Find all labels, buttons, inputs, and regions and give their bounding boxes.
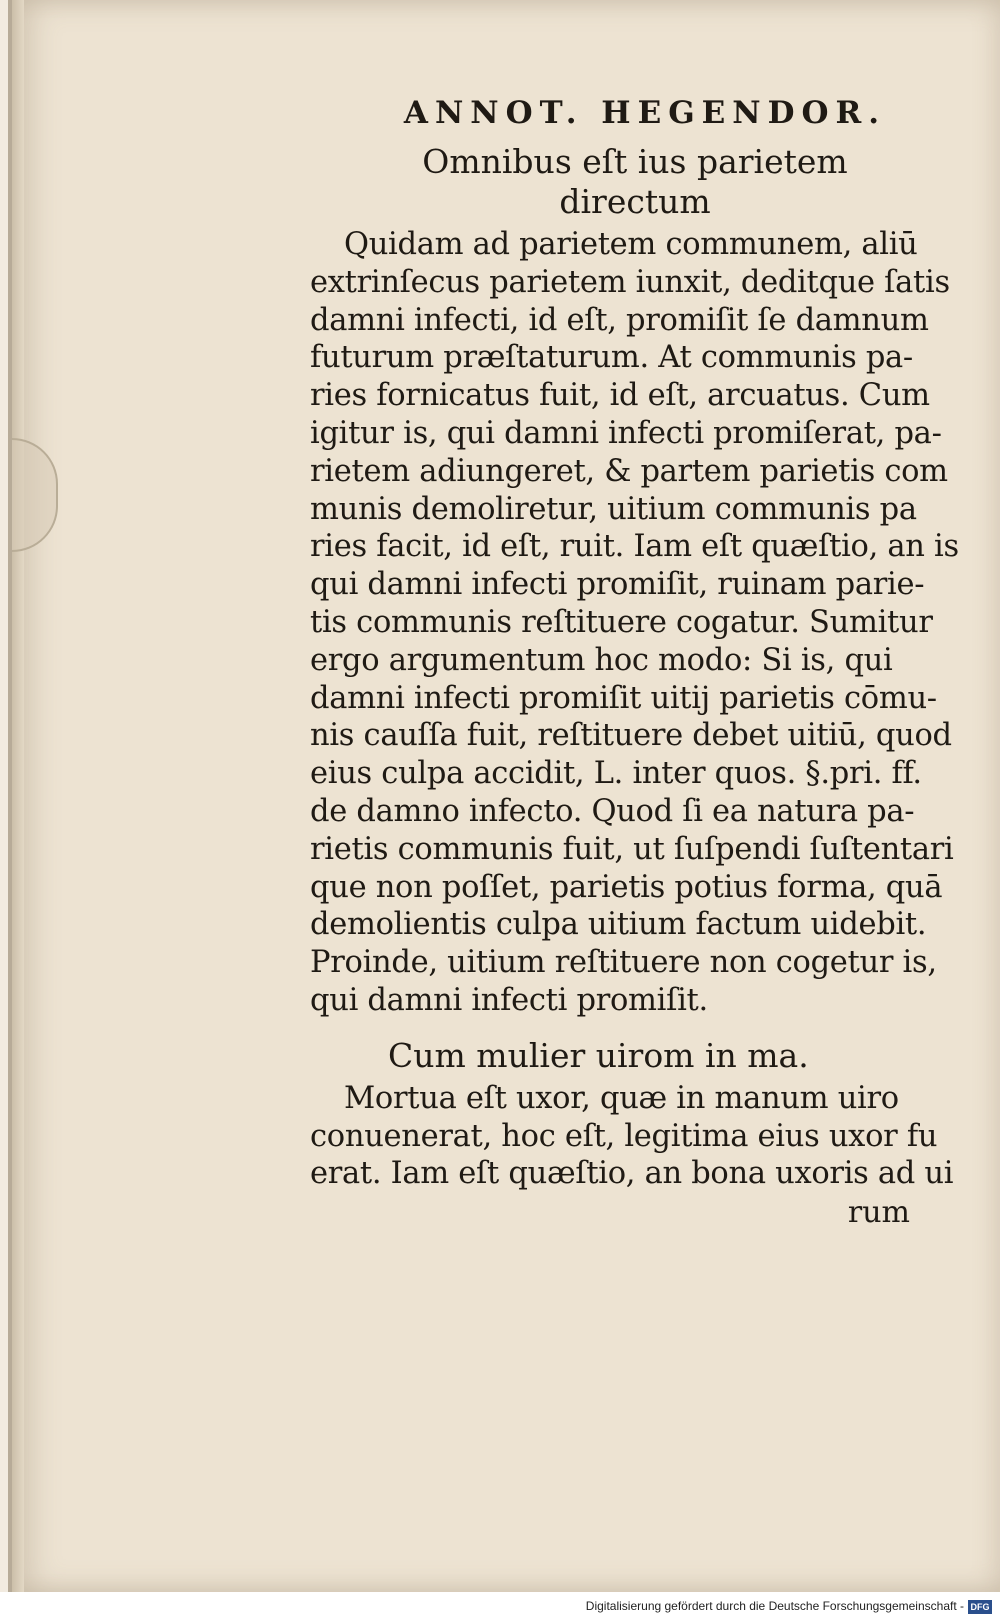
text-line: eius culpa accidit, L. inter quos. §.pri. ff. [310,756,922,792]
text-line: rietis communis fuit, ut ſuſpendi ſuſtentari [310,831,954,867]
section-heading-1 [310,142,960,222]
text-line: ergo argumentum hoc modo: Si is, qui [310,642,893,678]
heading-line: directum [559,182,711,221]
text-block [310,86,960,1233]
text-line: ries fornicatus fuit, id eſt, arcuatus. Cum [310,378,930,414]
page-gutter [12,0,24,1592]
text-line: que non poſſet, parietis potius forma, quā [310,869,943,905]
text-line: igitur is, qui damni infecti promiſerat, pa- [310,415,942,451]
text-line: futurum præſtaturum. At communis pa- [310,340,913,376]
text-line: erat. Iam eſt quæſtio, an bona uxoris ad ui [310,1156,954,1192]
text-line: damni infecti, id eſt, promiſit ſe damnum [310,302,929,338]
text-line: demolientis culpa uitium factum uidebit. [310,907,927,943]
text-line: Quidam ad parietem communem, aliū [344,227,918,262]
paragraph-2 [310,1080,960,1193]
footer-bar [0,1592,1000,1624]
book-page [8,0,1000,1592]
book-clasp [12,438,58,552]
text-line: rietem adiungeret, & partem parietis com [310,453,948,489]
running-header: ANNOT. HEGENDOR. [403,95,887,131]
heading-line: Cum mulier uirom in ma. [388,1035,809,1075]
text-line: Proinde, uitium reſtituere non cogetur is, [310,945,937,981]
catchword: rum [847,1195,910,1231]
dfg-logo-icon: DFG [968,1600,992,1614]
text-line: de damno infecto. Quod ſi ea natura pa- [310,793,915,829]
text-line: Mortua eſt uxor, quæ in manum uiro [344,1080,899,1116]
text-line: ries facit, id eſt, ruit. Iam eſt quæſtio, an is [310,529,959,565]
text-line: qui damni infecti promiſit, ruinam parie- [310,567,925,603]
section-heading-2 [310,1036,960,1076]
text-line: extrinſecus parietem iunxit, deditque ſatis [310,264,950,300]
text-line: tis communis reſtituere cogatur. Sumitur [310,604,933,640]
text-line: munis demoliretur, uitium communis pa [310,491,917,527]
digitization-credit: Digitalisierung gefördert durch die Deutsche Forschungsgemeinschaft - [585,1599,964,1613]
text-line: damni infecti promiſit uitij parietis cōmu- [310,680,937,716]
heading-line: Omnibus eſt ius parietem [422,142,848,181]
text-line: nis cauſſa fuit, reſtituere debet uitiū, quod [310,718,952,754]
text-line: conuenerat, hoc eſt, legitima eius uxor fu [310,1118,938,1154]
paragraph-1 [310,226,960,1020]
text-line: qui damni infecti promiſit. [310,982,708,1018]
